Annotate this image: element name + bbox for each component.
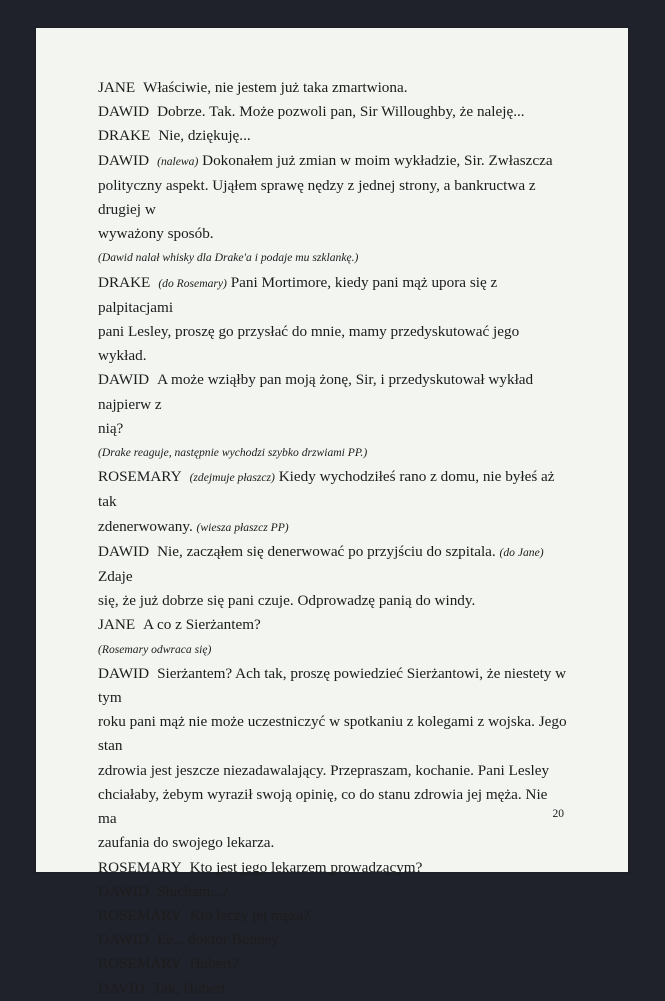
stage-direction [98,246,568,270]
dialogue-line [98,149,568,174]
speaker-name: DAWID [98,882,150,900]
dialogue-line [98,880,568,904]
dialogue-line [98,613,568,637]
dialogue-text: nią? [98,419,124,437]
page-number: 20 [552,808,564,820]
speaker-name: ROSEMARY [98,955,182,973]
dialogue-continuation [98,831,568,855]
dialogue-text: Właściwie, nie jestem już taka zmartwiona. [143,79,408,96]
dialogue-continuation [98,222,568,246]
dialogue-line [98,952,568,976]
speaker-name: DAWID [98,151,150,169]
speaker-name: DAWID [98,931,150,949]
speaker-name: ROSEMARY [98,858,182,876]
stage-direction [98,638,568,662]
dialogue-text: Pani Mortimore, kiedy pani mąż upora się z palpitacjami [98,273,498,316]
dialogue-text: polityczny aspekt. Ująłem sprawę nędzy z jednej strony, a bankructwa z drugiej w [98,176,536,219]
dialogue-line [98,977,568,1001]
dialogue-text: Dobrze. Tak. Może pozwoli pan, Sir Willoughby, że naleję... [157,103,525,121]
dialogue-continuation [98,320,568,368]
dialogue-line [98,76,568,100]
script-page [36,28,628,997]
dialogue-line [98,465,568,514]
speaker-name: JANE [98,79,136,96]
dialogue-line [98,368,568,416]
dialogue-text: Nie, dziękuję... [158,127,251,145]
dialogue-text: zdenerwowany. [98,517,193,535]
parenthetical-direction: (do Rosemary) [158,276,227,290]
speaker-name: DAWID [98,103,150,121]
dialogue-text: Ee... doktor Bonney. [157,931,282,949]
stage-direction-text: (Drake reaguje, następnie wychodzi szybko drzwiami PP.) [98,446,368,460]
dialogue-line [98,100,568,124]
dialogue-text: Tak, Hubert. [152,979,230,997]
parenthetical-direction: (do Jane) [499,545,544,559]
dialogue-text: Dokonałem już zmian w moim wykładzie, Sir. Zwłaszcza [202,151,553,169]
dialogue-line [98,904,568,928]
dialogue-text: Zdaje [98,568,133,586]
dialogue-text: Kto leczy jej męża? [189,906,310,924]
speaker-name: DAVID [98,979,145,997]
dialogue-line [98,540,568,589]
dialogue-text: pani Lesley, proszę go przysłać do mnie, mamy przedyskutować jego wykład. [98,323,520,365]
dialogue-continuation [98,417,568,441]
dialogue-text: Kiedy wychodziłeś rano z domu, nie byłeś aż tak [98,468,555,511]
speaker-name: ROSEMARY [98,468,182,486]
stage-direction [98,441,568,465]
speaker-name: DAWID [98,542,150,560]
speaker-name: DAWID [98,371,150,389]
dialogue-text: Hubert? [189,955,239,973]
dialogue-continuation [98,515,568,540]
parenthetical-direction: (nalewa) [157,154,199,168]
speaker-name: ROSEMARY [98,906,182,924]
dialogue-text: A może wziąłby pan moją żonę, Sir, i przedyskutował wykład najpierw z [98,371,534,413]
dialogue-line [98,928,568,952]
dialogue-text: się, że już dobrze się pani czuje. Odprowadzę panią do windy. [98,592,476,610]
parenthetical-direction: (wiesza płaszcz PP) [196,520,289,534]
speaker-name: DRAKE [98,273,151,291]
speaker-name: JANE [98,616,136,634]
parenthetical-direction: (zdejmuje płaszcz) [189,471,275,485]
dialogue-text: zdrowia jest jeszcze niezadawalający. Przepraszam, kochanie. Pani Lesley [98,761,550,779]
dialogue-line [98,124,568,148]
stage-direction-text: (Rosemary odwraca się) [98,642,212,656]
script-text [98,76,568,1001]
dialogue-line [98,662,568,710]
speaker-name: DAWID [98,664,150,682]
dialogue-continuation [98,783,568,831]
dialogue-text: chciałaby, żebym wyraził swoją opinię, co do stanu zdrowia jej męża. Nie ma [98,785,548,828]
stage-direction-text: (Dawid nalał whisky dla Drake'a i podaje mu szklankę.) [98,251,359,265]
dialogue-continuation [98,710,568,758]
dialogue-line [98,856,568,880]
dialogue-line [98,271,568,320]
dialogue-text: zaufania do swojego lekarza. [98,834,275,852]
dialogue-text: roku pani mąż nie może uczestniczyć w spotkaniu z kolegami z wojska. Jego stan [98,713,567,755]
dialogue-text: Kto jest jego lekarzem prowadzącym? [189,858,423,876]
dialogue-text: wyważony sposób. [98,225,214,243]
dialogue-text: Słucham...? [157,882,229,900]
dialogue-text: A co z Sierżantem? [143,616,261,634]
dialogue-text: Sierżantem? Ach tak, proszę powiedzieć Sierżantowi, że niestety w tym [98,664,567,707]
dialogue-continuation [98,174,568,222]
speaker-name: DRAKE [98,127,151,145]
dialogue-continuation [98,759,568,783]
dialogue-continuation [98,589,568,613]
dialogue-text: Nie, zacząłem się denerwować po przyjściu do szpitala. [157,542,496,560]
